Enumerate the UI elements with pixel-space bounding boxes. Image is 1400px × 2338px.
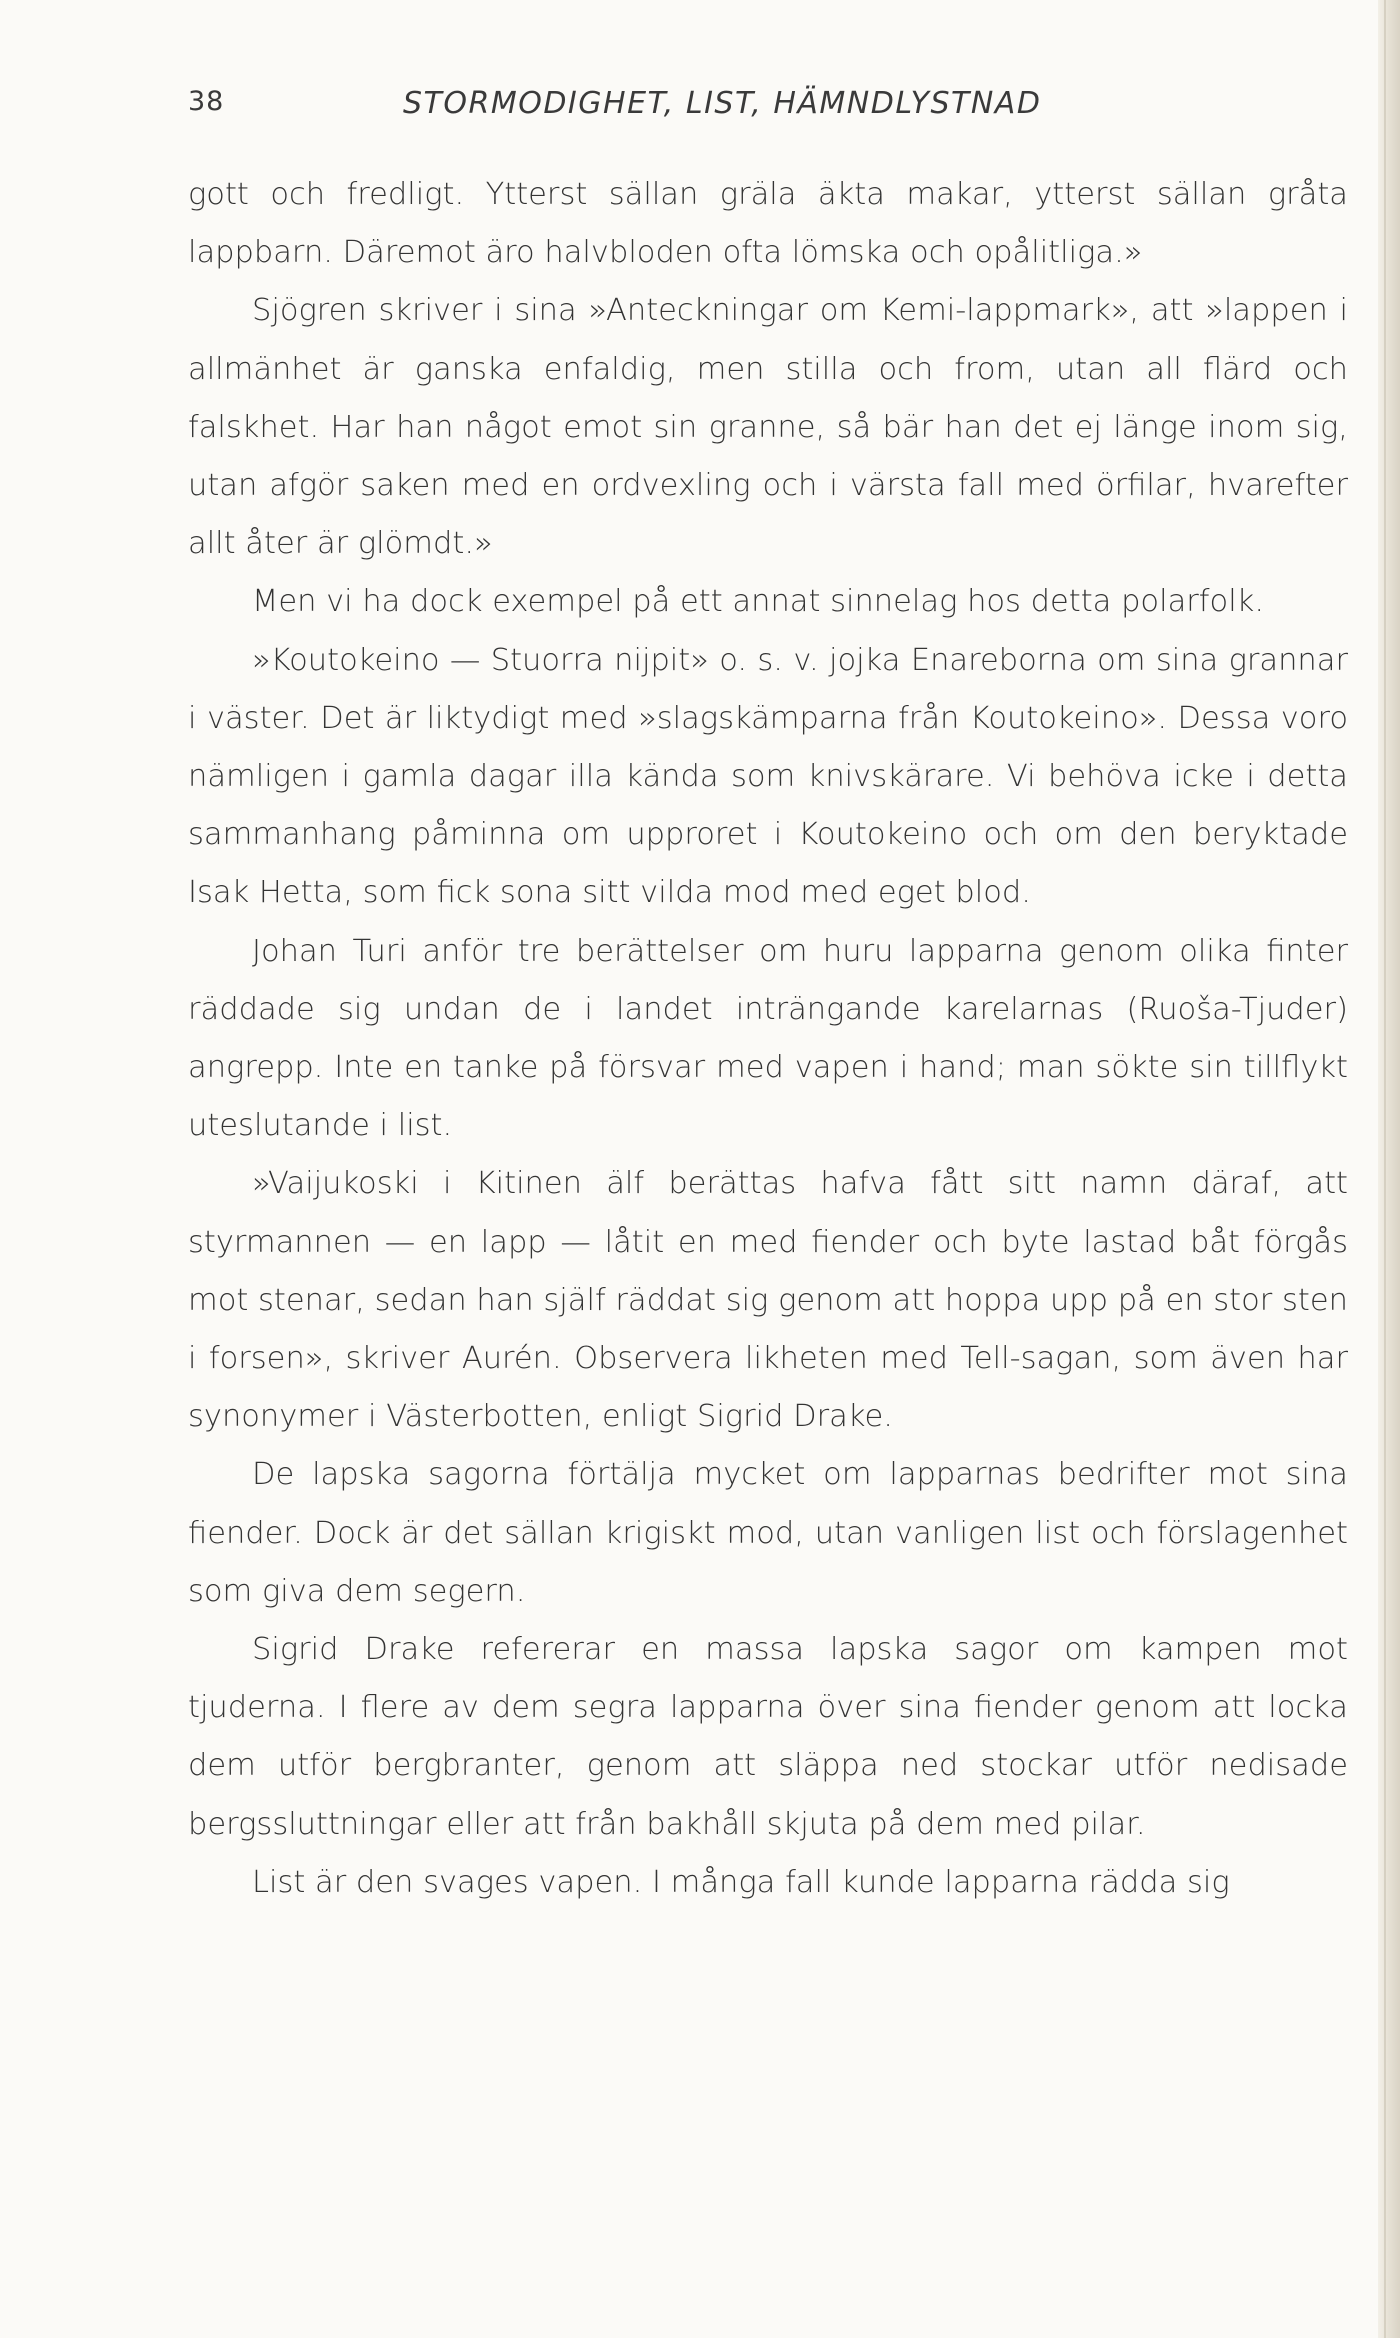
paragraph: Sjögren skriver i sina »Anteckningar om Kemi-lappmark», att »lappen i allmänhet är ganska enfaldig, men stilla och from, utan all flärd och falskhet. Har han något emot sin granne, så bär han det ej länge inom sig, utan afgör saken med en ordvexling och i värsta fall med örfilar, hvarefter allt åter är glömdt.» — [188, 293, 1348, 562]
page-header — [188, 86, 1348, 126]
paragraph: Men vi ha dock exempel på ett annat sinnelag hos detta polarfolk. — [252, 584, 1265, 620]
paragraph: »Koutokeino — Stuorra nijpit» o. s. v. jojka Enareborna om sina grannar i väster. Det är liktydigt med »slagskämparna från Koutokeino». Dessa voro nämligen i gamla dagar illa kända som knivskärare. Vi behöva icke i detta sammanhang påminna om upproret i Koutokeino och om den beryktade Isak Hetta, som fick sona sitt vilda mod med eget blod. — [188, 642, 1348, 911]
page-number: 38 — [188, 86, 225, 117]
running-title: STORMODIGHET, LIST, HÄMNDLYSTNAD — [403, 86, 1042, 121]
paragraph: Johan Turi anför tre berättelser om huru lapparna genom olika finter räddade sig undan de i landet inträngande karelarnas (Ruoša-Tjuder) angrepp. Inte en tanke på försvar med vapen i hand; man sökte sin tillflykt uteslutande i list. — [188, 933, 1348, 1144]
paragraph-continued: gott och fredligt. Ytterst sällan gräla äkta makar, ytterst sällan gråta lappbarn. Däremot äro halvbloden ofta lömska och opålitliga.» — [188, 177, 1348, 271]
paragraph: »Vaijukoski i Kitinen älf berättas hafva fått sitt namn däraf, att styrmannen — en lapp — låtit en med fiender och byte lastad båt förgås mot stenar, sedan han själf räddat sig genom att hoppa upp på en stor sten i forsen», skriver Aurén. Observera likheten med Tell-sagan, som även har synonymer i Västerbotten, enligt Sigrid Drake. — [188, 1166, 1348, 1435]
page-edge-shadow — [1378, 0, 1400, 2338]
paragraph-last: List är den svages vapen. I många fall kunde lapparna rädda sig — [252, 1864, 1230, 1900]
page-edge-line — [1384, 0, 1386, 2338]
paragraph: De lapska sagorna förtälja mycket om lapparnas bedrifter mot sina fiender. Dock är det sällan krigiskt mod, utan vanligen list och förslagenhet som giva dem segern. — [188, 1457, 1348, 1609]
paragraph: Sigrid Drake refererar en massa lapska sagor om kampen mot tjuderna. I flere av dem segra lapparna över sina fiender genom att locka dem utför bergbranter, genom att släppa ned stockar utför nedisade bergssluttningar eller att från bakhåll skjuta på dem med pilar. — [188, 1632, 1348, 1842]
body-text — [188, 166, 1348, 1912]
